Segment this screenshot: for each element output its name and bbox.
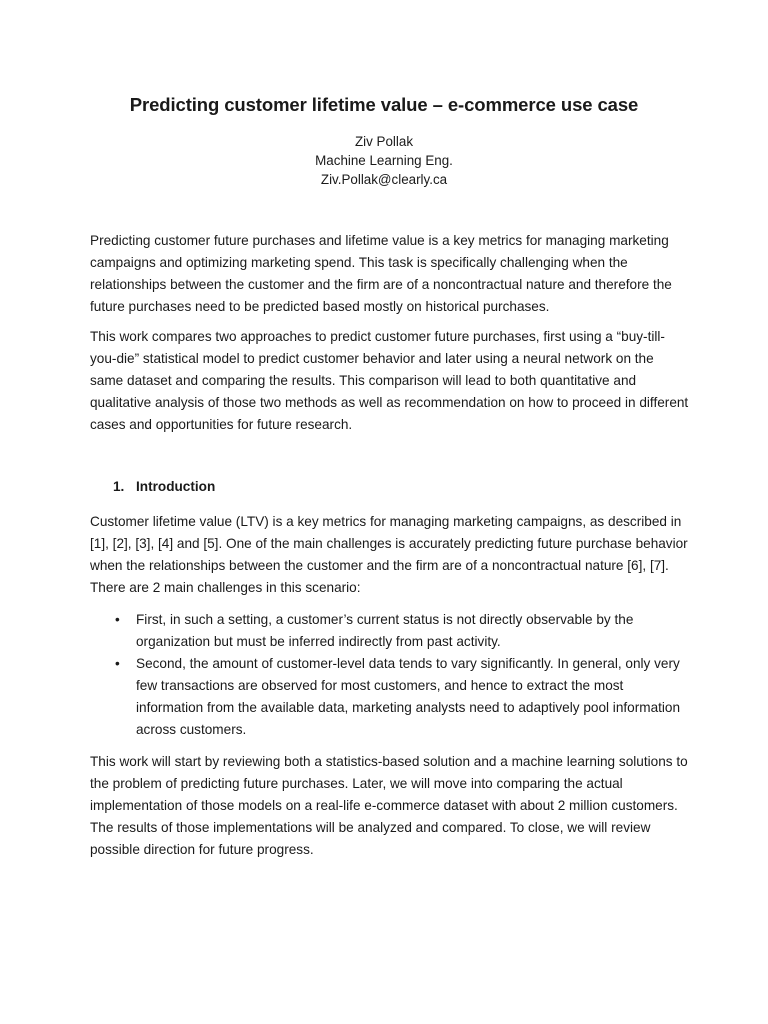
author-email: Ziv.Pollak@clearly.ca bbox=[320, 172, 448, 187]
list-item bbox=[113, 653, 690, 741]
section-title: Introduction bbox=[136, 479, 216, 494]
bullet-icon: • bbox=[115, 656, 120, 671]
challenge-list bbox=[113, 609, 690, 741]
list-item-text: Second, the amount of customer-level data tends to vary significantly. In general, only very few transactions are observed for most customers, and hence to extract the most information from the available data, marketing analysts need to adaptively pool information across customers. bbox=[136, 656, 681, 737]
section-heading-introduction bbox=[113, 479, 215, 494]
author-name: Ziv Pollak bbox=[354, 134, 414, 149]
abstract-paragraph-1: Predicting customer future purchases and lifetime value is a key metrics for managing marketing campaigns and optimizing marketing spend. This task is specifically challenging when the relationships between the customer and the firm are of a noncontractual nature and therefore the future purchases need to be predicted based mostly on historical purchases. bbox=[90, 233, 672, 314]
bullet-icon: • bbox=[115, 612, 120, 627]
section-number: 1. bbox=[113, 479, 125, 494]
paper-title: Predicting customer lifetime value – e-commerce use case bbox=[129, 94, 639, 115]
list-item bbox=[113, 609, 690, 653]
intro-paragraph-2: This work will start by reviewing both a statistics-based solution and a machine learning solutions to the problem of predicting future purchases. Later, we will move into comparing the actual implementation of those models on a real-life e-commerce dataset with about 2 million customers. The results of those implementations will be analyzed and compared. To close, we will review possible direction for future progress. bbox=[90, 754, 688, 857]
intro-paragraph-1: Customer lifetime value (LTV) is a key metrics for managing marketing campaigns, as described in [1], [2], [3], [4] and [5]. One of the main challenges is accurately predicting future purchase behavior when the relationships between the customer and the firm are of a noncontractual nature [6], [7]. There are 2 main challenges in this scenario: bbox=[90, 514, 688, 595]
abstract-paragraph-2: This work compares two approaches to predict customer future purchases, first using a “buy-till-you-die” statistical model to predict customer behavior and later using a neural network on the same dataset and comparing the results. This comparison will lead to both quantitative and qualitative analysis of those two methods as well as recommendation on how to proceed in different cases and opportunities for future research. bbox=[90, 329, 689, 432]
list-item-text: First, in such a setting, a customer’s current status is not directly observable by the organization but must be inferred indirectly from past activity. bbox=[136, 612, 634, 649]
author-role: Machine Learning Eng. bbox=[315, 153, 453, 168]
author-block bbox=[0, 132, 768, 189]
